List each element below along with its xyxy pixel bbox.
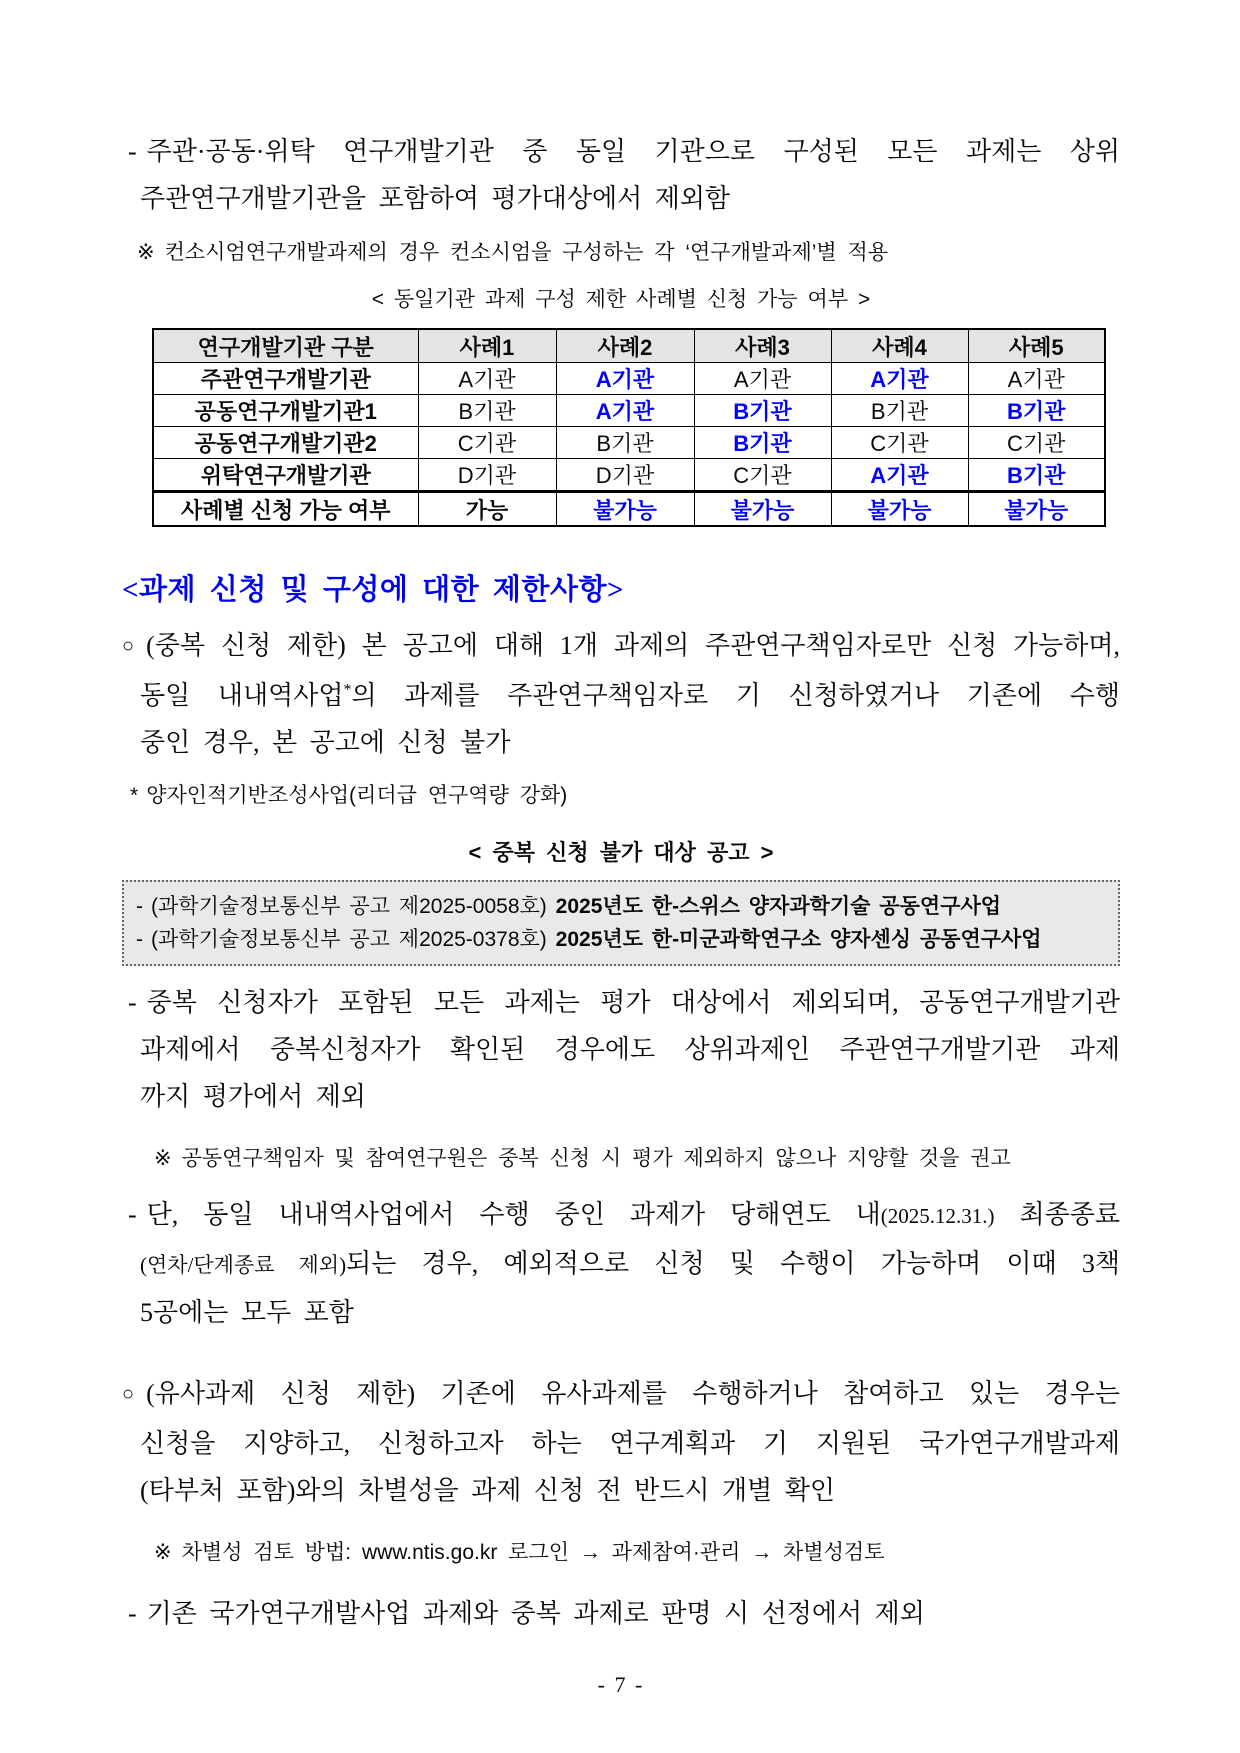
table-cell: 불가능 [831,492,968,527]
line-text: 중복 신청자가 포함된 모든 과제는 평가 대상에서 제외되며, 공동연구개발기관 [146,988,1120,1017]
text-line: 신청을 지양하고, 신청하고자 하는 연구계획과 기 지원된 국가연구개발과제 [140,1429,1120,1458]
table-cell: C기관 [694,459,831,492]
table-header-cell: 사례1 [418,329,556,363]
notice-item [136,890,1106,923]
text-line [122,1191,1120,1240]
circle-bullet-marker: ○ [122,635,135,657]
table-header-cell: 사례4 [831,329,968,363]
text-line [122,1370,1120,1420]
co-researcher-note [154,1144,1120,1174]
notice-title: 2025년도 한-스위스 양자과학기술 공동연구사업 [555,895,1002,918]
line-text: 동일 내내역사업 [140,681,344,710]
table-row [153,427,1105,459]
table-cell: A기관 [968,363,1105,395]
text-line [140,672,1120,719]
dash-marker: - [128,137,137,166]
table-cell: B기관 [968,395,1105,427]
line-text: 주관·공동·위탁 연구개발기관 중 동일 기관으로 구성된 모든 과제는 상위 [146,137,1120,166]
similar-project-paragraph [122,1370,1120,1514]
row-label-cell: 주관연구개발기관 [153,363,418,395]
row-label-cell: 공동연구개발기관1 [153,395,418,427]
table-cell: C기관 [831,427,968,459]
table-header-cell: 사례5 [968,329,1105,363]
row-label-cell: 공동연구개발기관2 [153,427,418,459]
note-text: 차별성 검토 방법: www.ntis.go.kr 로그인 → 과제참여·관리 → 차별성검토 [181,1541,885,1564]
intro-paragraph [122,128,1120,222]
notice-prefix: (과학기술정보통신부 공고 제2025-0378호) [151,928,547,951]
reference-marker: ※ [154,1541,172,1564]
table-header-cell: 사례3 [694,329,831,363]
date-parenthetical: (2025.12.31.) [880,1204,995,1228]
note-text: 컨소시엄연구개발과제의 경우 컨소시엄을 구성하는 각 ‘연구개발과제’별 적용 [164,241,889,264]
table-caption: < 동일기관 과제 구성 제한 사례별 신청 가능 여부 > [371,288,871,311]
row-label-cell: 사례별 신청 가능 여부 [153,492,418,527]
table-cell: D기관 [556,459,694,492]
dash-marker: - [128,1599,137,1628]
line-text: 단, 동일 내내역사업에서 수행 중인 과제가 당해연도 내 [146,1200,881,1229]
text-line [140,1240,1120,1289]
ntis-check-note [154,1538,1120,1568]
table-cell: D기관 [418,459,556,492]
page-number: - 7 - [597,1672,643,1697]
table-cell: 가능 [418,492,556,527]
table-cell: A기관 [556,395,694,427]
table-cell: C기관 [968,427,1105,459]
notice-box [122,880,1120,966]
table-row [153,395,1105,427]
table-cell: 불가능 [694,492,831,527]
line-text: 되는 경우, 예외적으로 신청 및 수행이 가능하며 이때 3책 [346,1249,1120,1278]
table-cell: B기관 [831,395,968,427]
table-cell: 불가능 [968,492,1105,527]
footnote-text: 양자인적기반조성사업(리더급 연구역량 강화) [146,784,568,807]
asterisk-marker: * [130,784,139,807]
small-parenthetical: (연차/단계종료 제외) [140,1253,347,1277]
row-label-cell: 위탁연구개발기관 [153,459,418,492]
note-text: 공동연구책임자 및 참여연구원은 중복 신청 시 평가 제외하지 않으나 지양할 것을 권고 [181,1147,1011,1170]
notice-item [136,923,1106,956]
table-row [153,459,1105,492]
reference-marker: ※ [137,241,155,264]
dash-marker: - [136,928,143,951]
table-cell: C기관 [418,427,556,459]
line-text: 기존 국가연구개발사업 과제와 중복 과제로 판명 시 선정에서 제외 [146,1599,925,1628]
dash-marker: - [128,988,137,1017]
table-cell: A기관 [418,363,556,395]
table-cell: B기관 [694,427,831,459]
notice-prefix: (과학기술정보통신부 공고 제2025-0058호) [151,895,547,918]
intro-note [137,238,1120,268]
table-row-result [153,492,1105,527]
table-cell: B기관 [418,395,556,427]
footnote-asterisk: * [343,681,352,699]
reference-marker: ※ [154,1147,172,1170]
section-heading: <과제 신청 및 구성에 대한 제한사항> [122,574,624,606]
line-text: 의 과제를 주관연구책임자로 기 신청하였거나 기존에 수행 [351,681,1121,710]
circle-bullet-marker: ○ [122,1383,135,1405]
text-line [122,622,1120,672]
table-cell: B기관 [694,395,831,427]
dash-marker: - [136,895,143,918]
text-line: 5공에는 모두 포함 [140,1298,354,1327]
table-row [153,363,1105,395]
text-line: (타부처 포함)와의 차별성을 과제 신청 전 반드시 개별 확인 [140,1476,835,1505]
text-line: 과제에서 중복신청자가 확인된 경우에도 상위과제인 주관연구개발기관 과제 [140,1035,1120,1064]
notice-title: 2025년도 한-미군과학연구소 양자센싱 공동연구사업 [555,928,1042,951]
table-cell: B기관 [968,459,1105,492]
line-text: (유사과제 신청 제한) 기존에 유사과제를 수행하거나 참여하고 있는 경우는 [146,1379,1120,1408]
text-line [122,128,1120,175]
final-paragraph [122,1590,1120,1637]
text-line: 중인 경우, 본 공고에 신청 불가 [140,728,511,757]
text-line: 까지 평가에서 제외 [140,1082,366,1111]
dash-marker: - [128,1200,137,1229]
table-cell: A기관 [556,363,694,395]
line-text: (중복 신청 제한) 본 공고에 대해 1개 과제의 주관연구책임자로만 신청 가능하며, [146,631,1120,660]
table-cell: 불가능 [556,492,694,527]
table-header-row [153,329,1105,363]
text-line [122,979,1120,1026]
notice-box-heading: < 중복 신청 불가 대상 공고 > [468,840,774,865]
case-table [152,328,1106,527]
footnote [130,781,1120,811]
table-cell: B기관 [556,427,694,459]
line-text: 최종종료 [994,1200,1120,1229]
duplicate-restriction-paragraph [122,622,1120,766]
table-cell: A기관 [694,363,831,395]
table-header-cell: 사례2 [556,329,694,363]
text-line: 주관연구개발기관을 포함하여 평가대상에서 제외함 [140,184,731,213]
exclusion-paragraph [122,979,1120,1120]
table-cell: A기관 [831,459,968,492]
table-header-cell: 연구개발기관 구분 [153,329,418,363]
exception-paragraph [122,1191,1120,1336]
table-cell: A기관 [831,363,968,395]
text-line [122,1590,1120,1637]
